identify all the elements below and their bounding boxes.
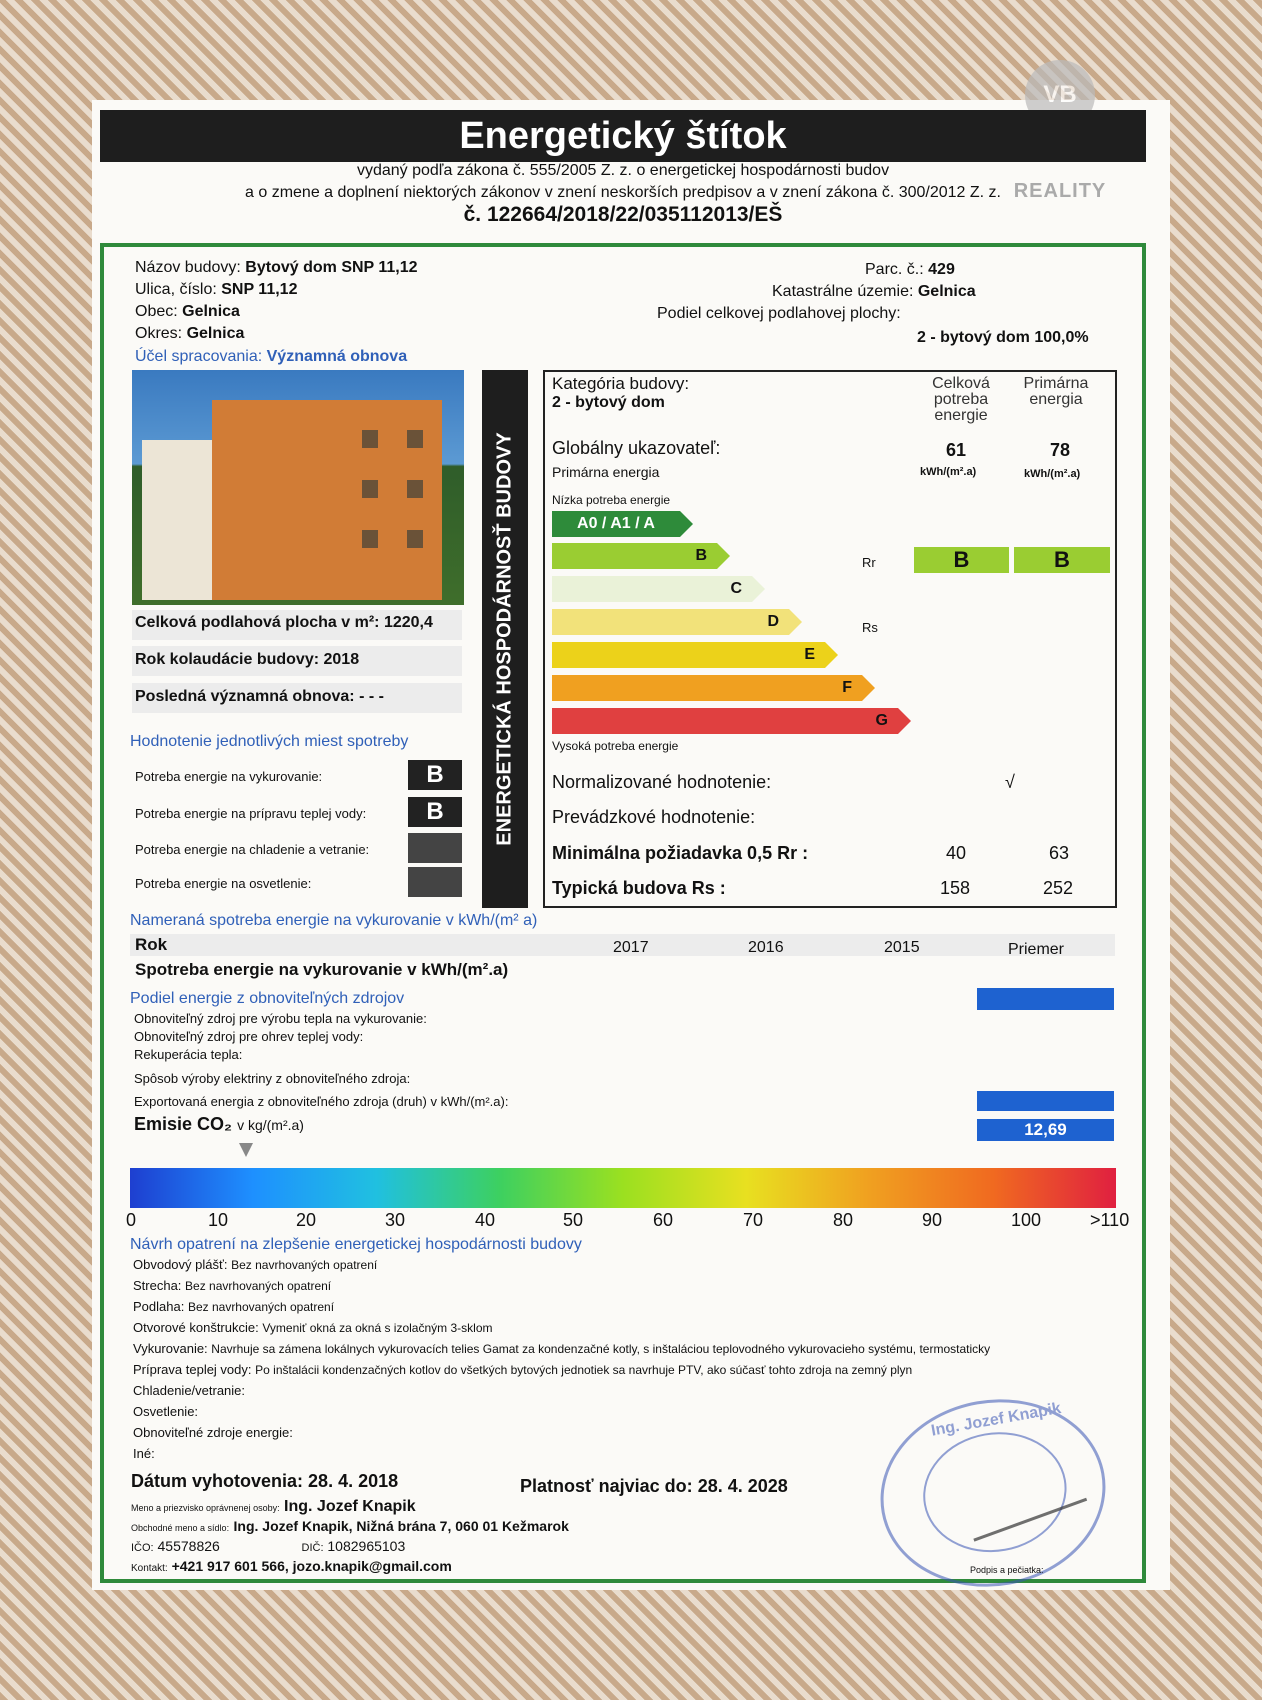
renew-electricity-label: Spôsob výroby elektriny z obnoviteľného zdroja: — [134, 1071, 411, 1086]
measure-row — [133, 1320, 493, 1335]
scale-tick-label: 30 — [385, 1210, 406, 1230]
lighting-need-class — [408, 867, 462, 897]
unit-total: kWh/(m².a) — [920, 466, 977, 478]
scale-tick-label: 40 — [475, 1210, 496, 1230]
heating-need-label: Potreba energie na vykurovanie: — [135, 769, 323, 784]
parcel-row: Parc. č.: 429 — [865, 261, 955, 278]
renew-heating-label: Obnoviteľný zdroj pre výrobu tepla na vykurovanie: — [134, 1011, 427, 1026]
rs-marker: Rs — [862, 620, 878, 635]
hot-water-need-class: B — [408, 797, 462, 827]
measure-value: Po inštalácii kondenzačných kotlov do všetkých bytových jednotiek sa navrhuje PTV, ako súčasť tohto zdroja na zemný plyn — [255, 1363, 913, 1377]
scale-tick-label: 0 — [126, 1210, 137, 1230]
building-photo — [132, 370, 464, 605]
total-energy-header: Celková potreba energie — [932, 375, 990, 424]
valid-until-row: Platnosť najviac do: 28. 4. 2028 — [520, 1476, 788, 1496]
scale-tick-label: 60 — [653, 1210, 674, 1230]
building-name-row: Názov budovy: Bytový dom SNP 11,12 — [135, 259, 418, 276]
typical-building-total: 158 — [940, 878, 971, 898]
hot-water-need-label: Potreba energie na prípravu teplej vody: — [135, 806, 367, 821]
measure-row — [133, 1425, 293, 1440]
scale-tick-label: 10 — [208, 1210, 229, 1230]
street-row: Ulica, číslo: SNP 11,12 — [135, 281, 298, 298]
ids-row: IČO: 45578826 DIČ: 1082965103 — [131, 1538, 406, 1554]
measure-value: Bez navrhovaných opatrení — [187, 1300, 335, 1314]
measure-key: Otvorové konštrukcie: — [133, 1320, 259, 1335]
class-bar-f: F — [552, 675, 862, 701]
cooling-need-class — [408, 833, 462, 863]
year-2016: 2016 — [748, 939, 784, 956]
document-number: č. 122664/2018/22/035112013/EŠ — [463, 203, 783, 226]
approval-year-row: Rok kolaudácie budovy: 2018 — [135, 651, 360, 668]
measure-key: Iné: — [133, 1446, 155, 1461]
year-2015: 2015 — [884, 939, 920, 956]
company-row: Obchodné meno a sídlo: Ing. Jozef Knapik, Nižná brána 7, 060 01 Kežmarok — [131, 1518, 569, 1534]
category-value: 2 - bytový dom — [552, 394, 665, 411]
heating-consumption-row: Spotreba energie na vykurovanie v kWh/(m².a) — [135, 960, 509, 979]
floor-share-label: Podiel celkovej podlahovej plochy: — [657, 305, 901, 322]
year-label: Rok — [135, 935, 168, 954]
co2-value: 12,69 — [977, 1119, 1114, 1141]
measure-value: Bez navrhovaných opatrení — [231, 1258, 378, 1272]
measure-row — [133, 1404, 198, 1419]
category-label: Kategória budovy: — [552, 374, 690, 393]
authorized-person-row: Meno a priezvisko oprávnenej osoby: Ing. Jozef Knapik — [131, 1498, 416, 1515]
co2-pointer-icon — [239, 1143, 253, 1157]
global-value-primary: 78 — [1050, 440, 1071, 460]
law-line-1: vydaný podľa zákona č. 555/2005 Z. z. o energetickej hospodárnosti budov — [356, 162, 890, 179]
contact-row: Kontakt: +421 917 601 566, jozo.knapik@gmail.com — [131, 1558, 452, 1574]
measure-value: Navrhuje sa zámena lokálnych vykurovacích telies Gamat za kondenzačné kotly, s inštaláciou teplovodného vykurovacieho systému, termostaticky — [211, 1342, 991, 1356]
rr-marker: Rr — [862, 555, 876, 570]
scale-tick-label: 80 — [833, 1210, 854, 1230]
signature-label: Podpis a pečiatka: — [970, 1565, 1044, 1575]
measure-key: Obvodový plášť: — [133, 1257, 228, 1272]
measure-row — [133, 1278, 331, 1293]
measure-key: Vykurovanie: — [133, 1341, 208, 1356]
lighting-need-label: Potreba energie na osvetlenie: — [135, 876, 312, 891]
normalized-rating-label: Normalizované hodnotenie: — [552, 772, 772, 792]
class-bar-c: C — [552, 576, 752, 602]
renewables-title: Podiel energie z obnoviteľných zdrojov — [130, 990, 405, 1007]
renew-hot-water-label: Obnoviteľný zdroj pre ohrev teplej vody: — [134, 1029, 364, 1044]
scale-tick-label: 70 — [743, 1210, 764, 1230]
district-row: Okres: Gelnica — [135, 325, 245, 342]
co2-scale-bar — [130, 1168, 1116, 1208]
logo-text: REALITY — [1013, 180, 1107, 202]
measure-key: Osvetlenie: — [133, 1404, 199, 1419]
scale-tick-label: 20 — [296, 1210, 317, 1230]
year-2017: 2017 — [613, 939, 649, 956]
floor-share-value: 2 - bytový dom 100,0% — [917, 329, 1089, 346]
exported-energy-bar — [977, 1091, 1114, 1111]
renewables-bar — [977, 988, 1114, 1010]
measure-key: Podlaha: — [133, 1299, 185, 1314]
high-need-label: Vysoká potreba energie — [552, 739, 679, 753]
purpose-row: Účel spracovania: Významná obnova — [135, 348, 408, 365]
class-bar-g: G — [552, 708, 898, 734]
average-label: Priemer — [1008, 941, 1065, 958]
global-indicator-sub: Primárna energia — [552, 464, 660, 480]
town-row: Obec: Gelnica — [135, 303, 240, 320]
class-bar-e: E — [552, 642, 825, 668]
measure-row — [133, 1257, 377, 1272]
measure-key: Strecha: — [133, 1278, 182, 1293]
seal-text: Ing. Jozef Knapik — [929, 1400, 1063, 1440]
measures-title: Návrh opatrení na zlepšenie energetickej hospodárnosti budovy — [130, 1236, 582, 1253]
scale-tick-label: 100 — [1011, 1210, 1042, 1230]
measure-row — [133, 1299, 334, 1314]
page-title: Energetický štítok — [100, 110, 1146, 162]
rating-total: B — [914, 547, 1009, 573]
consumption-points-title: Hodnotenie jednotlivých miest spotreby — [130, 733, 409, 750]
heating-need-class: B — [408, 760, 462, 790]
floor-area-row: Celková podlahová plocha v m²: 1220,4 — [135, 614, 433, 631]
class-bar-b: B — [552, 543, 717, 569]
min-requirement-primary: 63 — [1049, 843, 1070, 863]
global-value-total: 61 — [946, 440, 967, 460]
measure-key: Príprava teplej vody: — [133, 1362, 252, 1377]
vertical-title: ENERGETICKÁ HOSPODÁRNOSŤ BUDOVY — [482, 370, 528, 908]
measure-key: Obnoviteľné zdroje energie: — [133, 1425, 293, 1440]
scale-tick-label: 50 — [563, 1210, 584, 1230]
measure-row — [133, 1383, 245, 1398]
last-renovation-row: Posledná významná obnova: - - - — [135, 688, 384, 705]
unit-primary: kWh/(m².a) — [1024, 468, 1081, 480]
class-bar-a: A0 / A1 / A — [552, 511, 680, 537]
normalized-checkmark: √ — [1005, 772, 1015, 792]
exported-energy-label: Exportovaná energia z obnoviteľného zdroja (druh) v kWh/(m².a): — [134, 1094, 509, 1109]
co2-label-row: Emisie CO₂ v kg/(m².a) — [134, 1114, 304, 1134]
rating-primary: B — [1014, 547, 1110, 573]
class-bar-d: D — [552, 609, 789, 635]
operational-rating-label: Prevádzkové hodnotenie: — [552, 807, 756, 827]
min-requirement-total: 40 — [946, 843, 967, 863]
typical-building-label: Typická budova Rs : — [552, 878, 726, 898]
measure-row — [133, 1362, 912, 1377]
cooling-need-label: Potreba energie na chladenie a vetranie: — [135, 842, 370, 857]
scale-tick-label: >110 — [1090, 1210, 1130, 1230]
measure-key: Chladenie/vetranie: — [133, 1383, 246, 1398]
measured-title: Nameraná spotreba energie na vykurovanie v kWh/(m² a) — [130, 912, 538, 929]
low-need-label: Nízka potreba energie — [552, 493, 671, 507]
issue-date-row: Dátum vyhotovenia: 28. 4. 2018 — [131, 1471, 399, 1491]
law-line-2: a o zmene a doplnení niektorých zákonov v znení neskorších predpisov a v znení zákona č. 300/2012 Z. z. — [245, 184, 1001, 201]
scale-tick-label: 90 — [922, 1210, 943, 1230]
measure-value: Vymeniť okná za okná s izolačným 3-sklom — [262, 1321, 493, 1335]
measure-value: Bez navrhovaných opatrení — [185, 1279, 332, 1293]
typical-building-primary: 252 — [1043, 878, 1074, 898]
global-indicator-label: Globálny ukazovateľ: — [552, 438, 721, 458]
primary-energy-header: Primárna energia — [1023, 375, 1089, 408]
vb-logo-icon: VB — [1025, 60, 1095, 130]
cadastre-row: Katastrálne územie: Gelnica — [772, 283, 976, 300]
measure-row — [133, 1446, 155, 1461]
heat-recovery-label: Rekuperácia tepla: — [134, 1047, 243, 1062]
measure-row — [133, 1341, 990, 1356]
min-requirement-label: Minimálna požiadavka 0,5 Rr : — [552, 843, 809, 863]
